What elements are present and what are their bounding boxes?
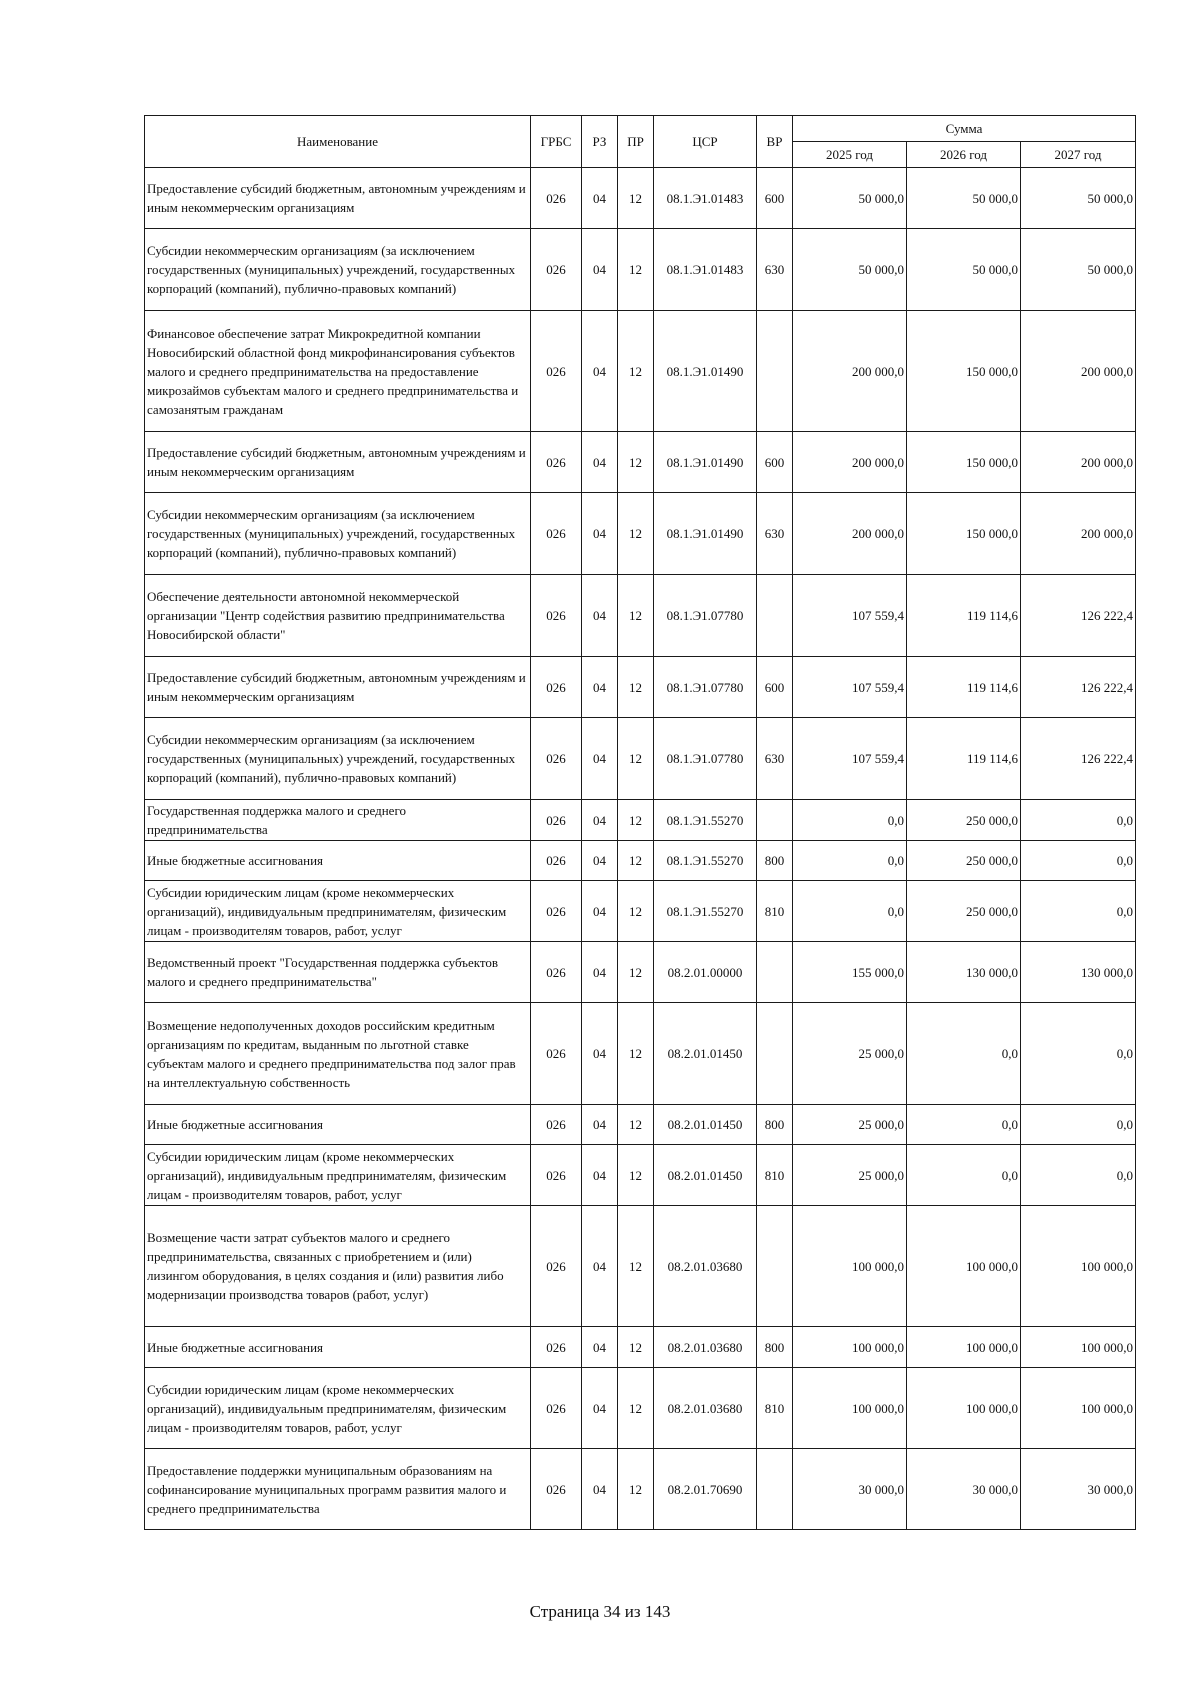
cell-sum-2025: 0,0 — [793, 881, 907, 942]
cell-name: Субсидии юридическим лицам (кроме некоммерческих организаций), индивидуальным предпринимателям, физическим лицам - производителям товаров, работ, услуг — [145, 1368, 531, 1449]
cell-sum-2026: 100 000,0 — [907, 1327, 1021, 1368]
cell-grbs: 026 — [531, 493, 582, 575]
cell-vr: 600 — [757, 168, 793, 229]
cell-name: Предоставление субсидий бюджетным, автономным учреждениям и иным некоммерческим организациям — [145, 168, 531, 229]
cell-sum-2027: 126 222,4 — [1021, 718, 1136, 800]
header-grbs: ГРБС — [531, 116, 582, 168]
cell-csr: 08.2.01.00000 — [654, 942, 757, 1003]
cell-sum-2027: 0,0 — [1021, 1003, 1136, 1105]
table-row — [145, 881, 1136, 942]
cell-csr: 08.1.Э1.01483 — [654, 229, 757, 311]
cell-grbs: 026 — [531, 1206, 582, 1327]
cell-grbs: 026 — [531, 432, 582, 493]
cell-rz: 04 — [582, 229, 618, 311]
page-number: Страница 34 из 143 — [529, 1602, 671, 1621]
cell-sum-2026: 30 000,0 — [907, 1449, 1021, 1530]
table-row — [145, 1206, 1136, 1327]
cell-sum-2026: 150 000,0 — [907, 493, 1021, 575]
cell-vr: 630 — [757, 229, 793, 311]
cell-pr: 12 — [618, 1368, 654, 1449]
header-vr: ВР — [757, 116, 793, 168]
cell-name: Предоставление поддержки муниципальным образованиям на софинансирование муниципальных программ развития малого и среднего предпринимательства — [145, 1449, 531, 1530]
cell-sum-2025: 50 000,0 — [793, 168, 907, 229]
cell-vr: 800 — [757, 1105, 793, 1145]
cell-sum-2025: 200 000,0 — [793, 311, 907, 432]
header-pr: ПР — [618, 116, 654, 168]
cell-sum-2026: 100 000,0 — [907, 1206, 1021, 1327]
cell-pr: 12 — [618, 311, 654, 432]
cell-sum-2027: 126 222,4 — [1021, 657, 1136, 718]
cell-sum-2025: 50 000,0 — [793, 229, 907, 311]
cell-rz: 04 — [582, 1105, 618, 1145]
cell-sum-2026: 250 000,0 — [907, 841, 1021, 881]
cell-sum-2027: 200 000,0 — [1021, 432, 1136, 493]
cell-rz: 04 — [582, 881, 618, 942]
cell-pr: 12 — [618, 657, 654, 718]
cell-sum-2026: 100 000,0 — [907, 1368, 1021, 1449]
cell-rz: 04 — [582, 432, 618, 493]
cell-sum-2027: 200 000,0 — [1021, 311, 1136, 432]
cell-sum-2025: 107 559,4 — [793, 657, 907, 718]
cell-pr: 12 — [618, 1145, 654, 1206]
cell-csr: 08.1.Э1.55270 — [654, 841, 757, 881]
table-body — [145, 168, 1136, 1530]
cell-grbs: 026 — [531, 1145, 582, 1206]
cell-name: Предоставление субсидий бюджетным, автономным учреждениям и иным некоммерческим организациям — [145, 657, 531, 718]
cell-vr — [757, 800, 793, 841]
cell-sum-2025: 0,0 — [793, 841, 907, 881]
cell-csr: 08.2.01.01450 — [654, 1003, 757, 1105]
cell-csr: 08.1.Э1.55270 — [654, 881, 757, 942]
cell-pr: 12 — [618, 168, 654, 229]
cell-sum-2025: 100 000,0 — [793, 1368, 907, 1449]
cell-sum-2025: 25 000,0 — [793, 1003, 907, 1105]
cell-name: Обеспечение деятельности автономной некоммерческой организации "Центр содействия развитию предпринимательства Новосибирской области" — [145, 575, 531, 657]
table-row — [145, 311, 1136, 432]
cell-name: Государственная поддержка малого и среднего предпринимательства — [145, 800, 531, 841]
cell-vr: 810 — [757, 1368, 793, 1449]
cell-grbs: 026 — [531, 229, 582, 311]
cell-csr: 08.1.Э1.01490 — [654, 493, 757, 575]
cell-name: Финансовое обеспечение затрат Микрокредитной компании Новосибирский областной фонд микрофинансирования субъектов малого и среднего предпринимательства на предоставление микрозаймов субъектам малого и среднего предпринимательства и самозанятым гражданам — [145, 311, 531, 432]
cell-csr: 08.2.01.01450 — [654, 1145, 757, 1206]
header-sum: Сумма — [793, 116, 1136, 142]
cell-rz: 04 — [582, 168, 618, 229]
table-header — [145, 116, 1136, 168]
cell-name: Субсидии некоммерческим организациям (за исключением государственных (муниципальных) учреждений, государственных корпораций (компаний), публично-правовых компаний) — [145, 718, 531, 800]
table-row — [145, 1105, 1136, 1145]
cell-sum-2025: 200 000,0 — [793, 432, 907, 493]
cell-grbs: 026 — [531, 718, 582, 800]
table-row — [145, 657, 1136, 718]
cell-sum-2025: 200 000,0 — [793, 493, 907, 575]
cell-pr: 12 — [618, 800, 654, 841]
cell-csr: 08.1.Э1.01483 — [654, 168, 757, 229]
cell-rz: 04 — [582, 942, 618, 1003]
cell-vr — [757, 311, 793, 432]
cell-pr: 12 — [618, 841, 654, 881]
cell-sum-2025: 155 000,0 — [793, 942, 907, 1003]
table-row — [145, 1327, 1136, 1368]
cell-grbs: 026 — [531, 311, 582, 432]
cell-sum-2025: 100 000,0 — [793, 1206, 907, 1327]
cell-vr — [757, 575, 793, 657]
cell-vr — [757, 1003, 793, 1105]
cell-csr: 08.1.Э1.07780 — [654, 718, 757, 800]
cell-pr: 12 — [618, 1105, 654, 1145]
table-row — [145, 1145, 1136, 1206]
cell-rz: 04 — [582, 1206, 618, 1327]
cell-sum-2026: 150 000,0 — [907, 432, 1021, 493]
cell-csr: 08.2.01.70690 — [654, 1449, 757, 1530]
cell-vr: 810 — [757, 881, 793, 942]
cell-vr: 810 — [757, 1145, 793, 1206]
header-csr: ЦСР — [654, 116, 757, 168]
header-year-2026: 2026 год — [907, 142, 1021, 168]
cell-name: Ведомственный проект "Государственная поддержка субъектов малого и среднего предпринимательства" — [145, 942, 531, 1003]
table-row — [145, 432, 1136, 493]
cell-csr: 08.2.01.03680 — [654, 1206, 757, 1327]
cell-sum-2025: 107 559,4 — [793, 718, 907, 800]
table-row — [145, 718, 1136, 800]
cell-rz: 04 — [582, 1449, 618, 1530]
cell-name: Иные бюджетные ассигнования — [145, 1105, 531, 1145]
cell-grbs: 026 — [531, 1105, 582, 1145]
cell-vr: 600 — [757, 432, 793, 493]
cell-vr: 600 — [757, 657, 793, 718]
cell-pr: 12 — [618, 1449, 654, 1530]
cell-name: Субсидии некоммерческим организациям (за исключением государственных (муниципальных) учреждений, государственных корпораций (компаний), публично-правовых компаний) — [145, 229, 531, 311]
cell-grbs: 026 — [531, 1327, 582, 1368]
cell-sum-2026: 150 000,0 — [907, 311, 1021, 432]
cell-rz: 04 — [582, 657, 618, 718]
cell-vr: 630 — [757, 718, 793, 800]
cell-sum-2027: 0,0 — [1021, 841, 1136, 881]
cell-grbs: 026 — [531, 942, 582, 1003]
cell-pr: 12 — [618, 1206, 654, 1327]
cell-csr: 08.2.01.01450 — [654, 1105, 757, 1145]
cell-name: Субсидии юридическим лицам (кроме некоммерческих организаций), индивидуальным предпринимателям, физическим лицам - производителям товаров, работ, услуг — [145, 881, 531, 942]
cell-sum-2027: 0,0 — [1021, 1145, 1136, 1206]
budget-table — [144, 115, 1136, 1530]
cell-sum-2026: 0,0 — [907, 1145, 1021, 1206]
cell-sum-2027: 100 000,0 — [1021, 1206, 1136, 1327]
cell-csr: 08.1.Э1.07780 — [654, 575, 757, 657]
cell-sum-2027: 126 222,4 — [1021, 575, 1136, 657]
cell-sum-2025: 25 000,0 — [793, 1145, 907, 1206]
cell-rz: 04 — [582, 1003, 618, 1105]
cell-csr: 08.1.Э1.01490 — [654, 432, 757, 493]
cell-rz: 04 — [582, 311, 618, 432]
table-row — [145, 841, 1136, 881]
cell-sum-2026: 130 000,0 — [907, 942, 1021, 1003]
cell-pr: 12 — [618, 718, 654, 800]
cell-csr: 08.1.Э1.55270 — [654, 800, 757, 841]
table-row — [145, 575, 1136, 657]
cell-sum-2027: 130 000,0 — [1021, 942, 1136, 1003]
cell-csr: 08.1.Э1.07780 — [654, 657, 757, 718]
cell-pr: 12 — [618, 229, 654, 311]
cell-sum-2025: 0,0 — [793, 800, 907, 841]
table-row — [145, 942, 1136, 1003]
cell-sum-2026: 250 000,0 — [907, 881, 1021, 942]
header-year-2025: 2025 год — [793, 142, 907, 168]
cell-grbs: 026 — [531, 168, 582, 229]
cell-sum-2025: 107 559,4 — [793, 575, 907, 657]
cell-sum-2027: 100 000,0 — [1021, 1368, 1136, 1449]
cell-vr: 630 — [757, 493, 793, 575]
cell-pr: 12 — [618, 575, 654, 657]
cell-grbs: 026 — [531, 1003, 582, 1105]
cell-sum-2026: 119 114,6 — [907, 575, 1021, 657]
cell-vr: 800 — [757, 1327, 793, 1368]
cell-sum-2027: 50 000,0 — [1021, 168, 1136, 229]
cell-pr: 12 — [618, 1003, 654, 1105]
cell-sum-2026: 50 000,0 — [907, 168, 1021, 229]
cell-sum-2027: 200 000,0 — [1021, 493, 1136, 575]
cell-rz: 04 — [582, 800, 618, 841]
cell-vr — [757, 1449, 793, 1530]
cell-rz: 04 — [582, 575, 618, 657]
cell-grbs: 026 — [531, 657, 582, 718]
cell-name: Иные бюджетные ассигнования — [145, 841, 531, 881]
header-rz: РЗ — [582, 116, 618, 168]
table-row — [145, 1003, 1136, 1105]
cell-grbs: 026 — [531, 1449, 582, 1530]
cell-name: Субсидии некоммерческим организациям (за исключением государственных (муниципальных) учреждений, государственных корпораций (компаний), публично-правовых компаний) — [145, 493, 531, 575]
cell-sum-2025: 30 000,0 — [793, 1449, 907, 1530]
cell-name: Иные бюджетные ассигнования — [145, 1327, 531, 1368]
header-name: Наименование — [145, 116, 531, 168]
cell-csr: 08.1.Э1.01490 — [654, 311, 757, 432]
cell-pr: 12 — [618, 881, 654, 942]
cell-rz: 04 — [582, 718, 618, 800]
cell-sum-2026: 0,0 — [907, 1003, 1021, 1105]
cell-name: Возмещение части затрат субъектов малого и среднего предпринимательства, связанных с приобретением и (или) лизингом оборудования, в целях создания и (или) развития либо модернизации производства товаров (работ, услуг) — [145, 1206, 531, 1327]
cell-sum-2027: 100 000,0 — [1021, 1327, 1136, 1368]
cell-sum-2025: 100 000,0 — [793, 1327, 907, 1368]
header-year-2027: 2027 год — [1021, 142, 1136, 168]
cell-sum-2025: 25 000,0 — [793, 1105, 907, 1145]
cell-sum-2027: 0,0 — [1021, 800, 1136, 841]
cell-name: Субсидии юридическим лицам (кроме некоммерческих организаций), индивидуальным предпринимателям, физическим лицам - производителям товаров, работ, услуг — [145, 1145, 531, 1206]
cell-name: Возмещение недополученных доходов российским кредитным организациям по кредитам, выданным по льготной ставке субъектам малого и среднего предпринимательства под залог прав на интеллектуальную собственность — [145, 1003, 531, 1105]
cell-grbs: 026 — [531, 575, 582, 657]
table-row — [145, 168, 1136, 229]
cell-grbs: 026 — [531, 1368, 582, 1449]
cell-rz: 04 — [582, 1327, 618, 1368]
cell-pr: 12 — [618, 493, 654, 575]
cell-grbs: 026 — [531, 800, 582, 841]
table-row — [145, 1368, 1136, 1449]
cell-rz: 04 — [582, 841, 618, 881]
cell-vr: 800 — [757, 841, 793, 881]
cell-sum-2026: 119 114,6 — [907, 657, 1021, 718]
cell-csr: 08.2.01.03680 — [654, 1327, 757, 1368]
cell-grbs: 026 — [531, 881, 582, 942]
cell-sum-2026: 119 114,6 — [907, 718, 1021, 800]
cell-name: Предоставление субсидий бюджетным, автономным учреждениям и иным некоммерческим организациям — [145, 432, 531, 493]
cell-grbs: 026 — [531, 841, 582, 881]
cell-pr: 12 — [618, 1327, 654, 1368]
cell-sum-2027: 0,0 — [1021, 881, 1136, 942]
cell-pr: 12 — [618, 432, 654, 493]
cell-sum-2026: 250 000,0 — [907, 800, 1021, 841]
cell-rz: 04 — [582, 493, 618, 575]
table-row — [145, 229, 1136, 311]
table-row — [145, 800, 1136, 841]
cell-vr — [757, 942, 793, 1003]
cell-sum-2027: 30 000,0 — [1021, 1449, 1136, 1530]
cell-sum-2027: 0,0 — [1021, 1105, 1136, 1145]
cell-sum-2026: 50 000,0 — [907, 229, 1021, 311]
cell-sum-2026: 0,0 — [907, 1105, 1021, 1145]
cell-vr — [757, 1206, 793, 1327]
cell-rz: 04 — [582, 1368, 618, 1449]
cell-rz: 04 — [582, 1145, 618, 1206]
cell-pr: 12 — [618, 942, 654, 1003]
cell-sum-2027: 50 000,0 — [1021, 229, 1136, 311]
table-row — [145, 1449, 1136, 1530]
cell-csr: 08.2.01.03680 — [654, 1368, 757, 1449]
table-row — [145, 493, 1136, 575]
